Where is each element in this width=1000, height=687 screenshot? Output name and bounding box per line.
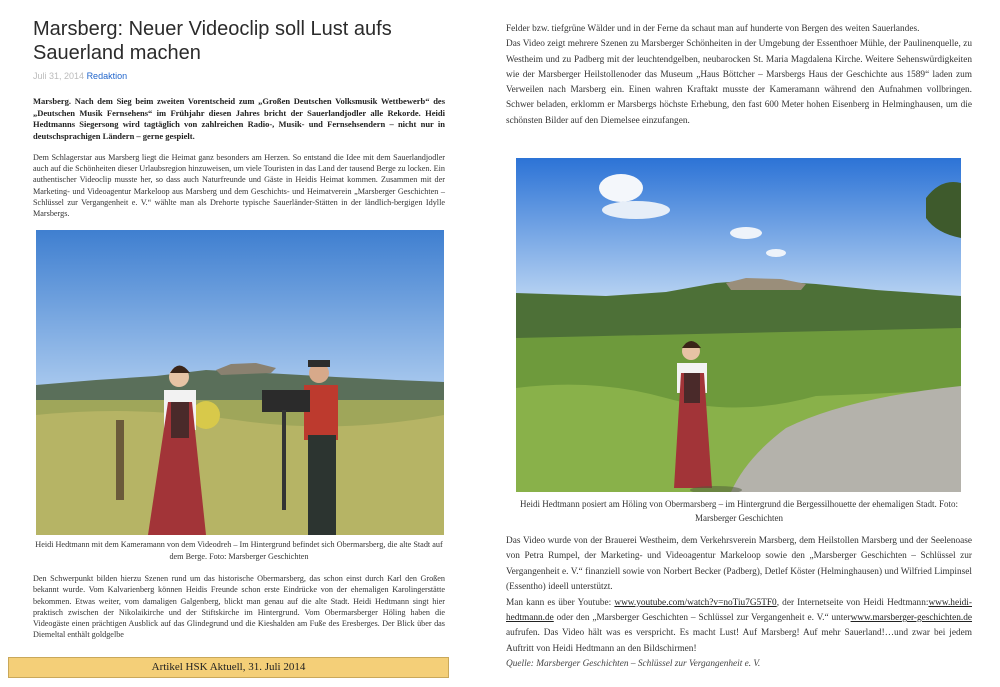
article-meta [33, 71, 127, 81]
text-mg-prefix: oder den „Marsberger Geschichten – Schlüssel zur Vergangenheit e. V.“ unter [553, 613, 851, 624]
text-heidi-prefix: , der Internetseite von Heidi Hedtmann: [776, 597, 929, 608]
right-paragraph-2: Das Video zeigt mehrere Szenen zu Marsberger Schönheiten in der Umgebung der Essenthoer Mühle, der Paulinenquelle, zu Westheim und zu Padberg mit der leuchtendgelben, neubarocken St. Maria Magdalena Kirche. Weitere Sehenswürdigkeiten wie der Marsberger Heilstollenoder das Museum „Haus Böttcher – Marsbergs Haus der Geschichte aus 1589“ laden zum Verweilen nach Marsberg ein. Einen wahren Kraftakt musste der Kameramann während den Aufnahmen vollbringen. Schwer beladen, erklomm er Marsbergs höchste Erhebung, den fast 600 Meter hohen Eisenberg in Helminghausen, um die schönsten Bilder auf den Diemelsee einzufangen. [506, 39, 972, 126]
photo-caption-left: Heidi Hedtmann mit dem Kameramann von dem Videodreh – Im Hintergrund befindet sich Obermarsberg, die alte Stadt auf dem Berge. Foto: Marsberger Geschichten [35, 540, 443, 561]
marsberger-geschichten-link[interactable]: www.marsberger-geschichten.de [850, 613, 972, 624]
article-title: Marsberg: Neuer Videoclip soll Lust aufs Sauerland machen [33, 18, 392, 64]
source-banner: Artikel HSK Aktuell, 31. Juli 2014 [8, 657, 449, 678]
photo-singer-on-path [516, 158, 961, 492]
youtube-link[interactable]: www.youtube.com/watch?v=noTiu7G5TF0 [614, 597, 777, 608]
photo-caption-right: Heidi Hedtmann posiert am Höling von Obermarsberg – im Hintergrund die Bergessilhouette der ehemaligen Stadt. Foto: Marsberger Geschichten [520, 499, 958, 523]
article-body-2: Den Schwerpunkt bilden hierzu Szenen rund um das historische Obermarsberg, das schon einst durch Karl den Großen bekannt wurde. Vom Kalvarienberg können Heidis Freunde schon erste Eindrücke von der ehemaligen Karolingerstätte bekommen. Etwas weiter, vom damaligen Galgenberg, blickt man genau auf die alte Stadt. Heidi Hedtmann singt hier praktisch zwischen der Nikolaikirche und der Stiftskirche im Hintergrund. Vom Obermarsberger Höling haben die Videogäste einen prächtigen Ausblick auf das Glindegrund und die Kieshalden am Fuße des Eresberges. Der Blick über das Diemeltal enthält goldgelbe [33, 574, 445, 640]
right-paragraph-1: Felder bzw. tiefgrüne Wälder und in der Ferne da schaut man auf hunderte von Bergen des weiten Sauerlandes. [506, 24, 920, 34]
right-paragraph-3: Das Video wurde von der Brauerei Westheim, dem Verkehrsverein Marsberg, dem Heilstollen Marsberg und der Seelenoase von Petra Rumpel, der Marketing- und Videoagentur Markeloop sowie den „Marsberger Geschichten – Schlüssel zur Vergangenheit e. V.“ finanziell sowie von Norbert Becker (Padberg), Detlef Köster (Helminghausen) und Wilfried Limpinsel (Essentho) ideell unterstützt. [506, 536, 972, 593]
author-link[interactable]: Redaktion [86, 71, 128, 81]
heidi-website-link[interactable]: www.heidi-hedtmann.de [506, 597, 972, 624]
article-body-1: Dem Schlagerstar aus Marsberg liegt die Heimat ganz besonders am Herzen. So entstand die Idee mit dem Sauerlandjodler auch auf die Schönheiten dieser Urlaubsregion hinzuweisen, um viele Touristen in das Land der tausend Berge zu locken. Ein authentischer Videoclip musste her, so dass auch Naturfreunde und Gäste in Heidis Heimat kommen. Zusammen mit der Marketing- und Videoagentur Markeloop aus Marsberg und dem Geschichts- und Heimatverein „Marsberger Geschichten – Schlüssel zur Vergangenheit e. V.“ wählte man als Drehorte typische Sauerländer-Stätten in der ländlich-bergigen Idylle Marsbergs. [33, 153, 445, 219]
article-date: Juli 31, 2014 [33, 71, 85, 81]
right-paragraph-4 [506, 596, 972, 658]
right-column-bottom [506, 534, 972, 673]
article-lead: Marsberg. Nach dem Sieg beim zweiten Vorentscheid zum „Großen Deutschen Volksmusik Wettbewerb“ des „Deutschen Musik Fernsehens“ im Frühjahr diesen Jahres bricht der Sauerlandjodler alle Rekorde. Heidi Hedtmanns Siegersong wird tagtäglich von zahlreichen Radio-, Musik- und Fernsehsendern – nicht nur in deutschsprachigen Ländern – gerne gespielt. [33, 96, 445, 141]
right-column-top [506, 22, 972, 129]
source-line: Quelle: Marsberger Geschichten – Schlüssel zur Vergangenheit e. V. [506, 659, 761, 670]
photo-singer-with-cameraman [36, 230, 444, 535]
text-youtube-prefix: Man kann es über Youtube: [506, 597, 615, 608]
text-closing: aufrufen. Das Video hält was es verspricht. Es macht Lust! Auf Marsberg! Auf mehr Sauerland!…und zwar bei jedem Auftritt von Heidi Hedtmann an den Bildschirmen! [506, 628, 972, 654]
